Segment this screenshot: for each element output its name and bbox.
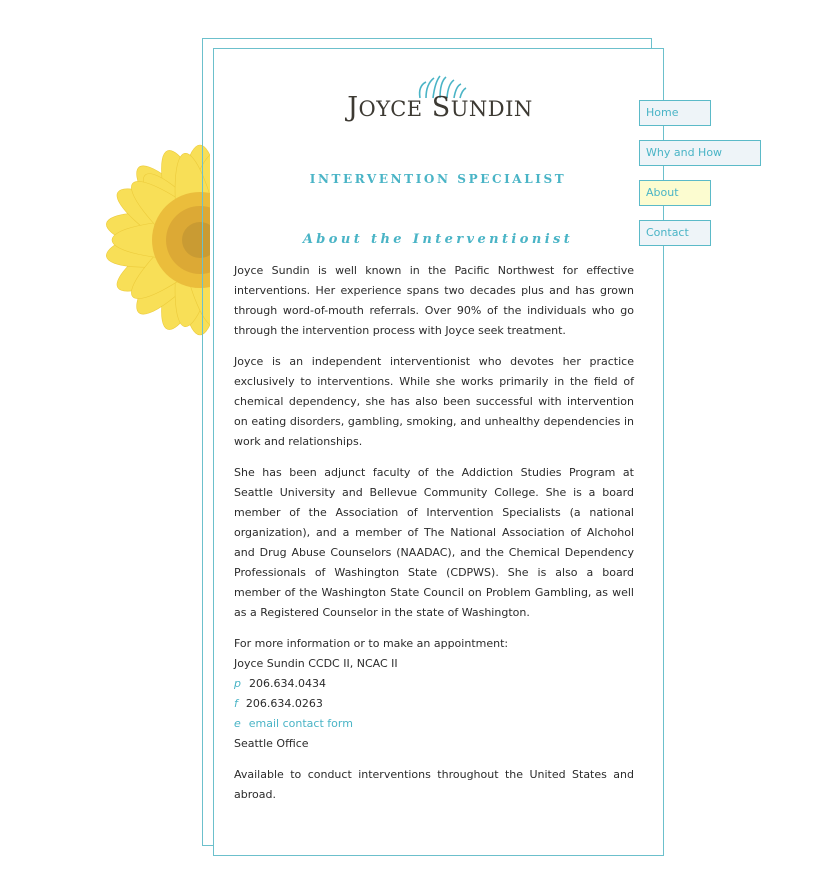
phone-number: 206.634.0434 xyxy=(248,677,326,690)
office-location: Seattle Office xyxy=(234,737,309,750)
nav-contact-button[interactable]: Contact xyxy=(639,220,711,246)
email-label: e xyxy=(234,717,241,730)
fax-number: 206.634.0263 xyxy=(245,697,323,710)
paragraph: Joyce Sundin is well known in the Pacific Northwest for effective interventions. Her experience spans two decades plus and has grown through word-of-mouth referrals. Over 90% of the individuals who go through the intervention process with Joyce seek treatment. xyxy=(234,264,634,337)
phone-label: p xyxy=(234,677,241,690)
nav-why-and-how-button[interactable]: Why and How xyxy=(639,140,761,166)
site-subtitle: INTERVENTION SPECIALIST xyxy=(309,172,567,186)
paragraph: Joyce is an independent interventionist who devotes her practice exclusively to interventions. While she works primarily in the field of chemical dependency, she has also been successful with intervention on eating disorders, gambling, smoking, and unhealthy dependencies in work and relationships. xyxy=(234,355,634,448)
paragraph: She has been adjunct faculty of the Addiction Studies Program at Seattle University and Bellevue Community College. She is a board member of the Association of Intervention Specialists (a national organization), and a member of The National Association of Alchohol and Drug Abuse Counselors (NAADAC), and the Chemical Dependency Professionals of Washington State (CDPWS). She is also a board member of the Washington State Council on Problem Gambling, as well as a Registered Counselor in the state of Washington. xyxy=(234,466,634,619)
email-line xyxy=(234,714,634,734)
fax-line xyxy=(234,694,634,714)
email-contact-link[interactable]: email contact form xyxy=(248,717,353,730)
site-logo[interactable] xyxy=(340,72,540,142)
contact-block xyxy=(234,634,634,754)
fax-label: f xyxy=(234,697,238,710)
nav-home-button[interactable]: Home xyxy=(639,100,711,126)
nav-about-button[interactable]: About xyxy=(639,180,711,206)
closing-paragraph: Available to conduct interventions throughout the United States and abroad. xyxy=(234,768,634,801)
phone-line xyxy=(234,674,634,694)
contact-name: Joyce Sundin CCDC II, NCAC II xyxy=(234,657,398,670)
logo-text: JOYCE SUNDIN xyxy=(347,92,533,123)
main-content xyxy=(234,261,634,816)
contact-intro: For more information or to make an appointment: xyxy=(234,637,509,650)
daisy-flower-image xyxy=(0,0,210,430)
page-title: About the Interventionist xyxy=(302,232,574,247)
